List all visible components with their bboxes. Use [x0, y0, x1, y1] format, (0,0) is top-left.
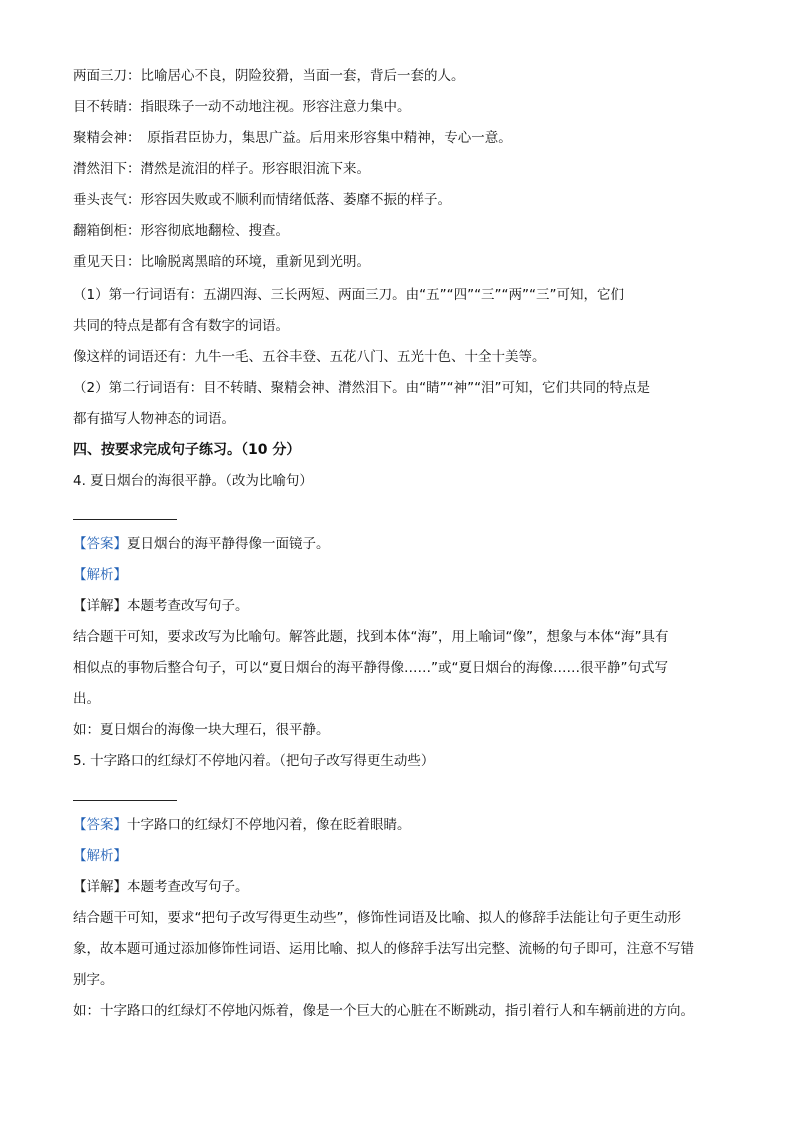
detail-tag: 【详解】: [73, 879, 127, 895]
answer-blank-5: [73, 800, 177, 801]
idiom-definition: 潸然泪下：潸然是流泪的样子。形容眼泪流下来。: [73, 161, 370, 177]
answer-tag: 【答案】: [73, 536, 127, 552]
section-heading: 四、按要求完成句子练习。（10 分）: [73, 442, 301, 458]
analysis-2-line-1: （2）第二行词语有：目不转睛、聚精会神、潸然泪下。由“睛”“神”“泪”可知，它们共同的特点是: [73, 380, 651, 396]
analysis-1-examples: 像这样的词语还有：九牛一毛、五谷丰登、五花八门、五光十色、十全十美等。: [73, 349, 546, 365]
analysis-tag-4: [73, 565, 127, 585]
answer-text: 十字路口的红绿灯不停地闪着，像在眨着眼睛。: [127, 817, 411, 833]
idiom-definition: 重见天日：比喻脱离黑暗的环境，重新见到光明。: [73, 254, 370, 270]
answer-tag: 【答案】: [73, 817, 127, 833]
analysis-2-line-2: 都有描写人物神态的词语。: [73, 411, 235, 427]
answer-blank-4: [73, 519, 177, 520]
answer-text: 夏日烟台的海平静得像一面镜子。: [127, 536, 330, 552]
idiom-definition: 翻箱倒柜：形容彻底地翻检、搜查。: [73, 223, 289, 239]
idiom-definition: 聚精会神： 原指君臣协力，集思广益。后用来形容集中精神，专心一意。: [73, 130, 512, 146]
analysis-tag: 【解析】: [73, 567, 127, 583]
detail-text: 本题考查改写句子。: [127, 598, 249, 614]
analysis-tag-5: [73, 846, 127, 866]
explanation-5-line-2: 象，故本题可通过添加修饰性词语、运用比喻、拟人的修辞手法写出完整、流畅的句子即可，注意不写错: [73, 941, 694, 957]
analysis-1-line-1: （1）第一行词语有：五湖四海、三长两短、两面三刀。由“五”“四”“三”“两”“三”可知，它们: [73, 287, 625, 303]
analysis-1-line-2: 共同的特点是都有含有数字的词语。: [73, 318, 289, 334]
idiom-definition: 垂头丧气：形容因失败或不顺利而情绪低落、萎靡不振的样子。: [73, 192, 451, 208]
question-5: 5. 十字路口的红绿灯不停地闪着。（把句子改写得更生动些）: [73, 753, 435, 769]
detail-5: [73, 877, 249, 897]
detail-text: 本题考查改写句子。: [127, 879, 249, 895]
detail-tag: 【详解】: [73, 598, 127, 614]
question-4: 4. 夏日烟台的海很平静。（改为比喻句）: [73, 473, 313, 489]
idiom-definition: 两面三刀：比喻居心不良，阴险狡猾，当面一套，背后一套的人。: [73, 68, 465, 84]
explanation-4-line-1: 结合题干可知，要求改写为比喻句。解答此题，找到本体“海”，用上喻词“像”，想象与本体“海”具有: [73, 629, 669, 645]
answer-4: [73, 534, 330, 554]
answer-5: [73, 815, 411, 835]
explanation-5-line-3: 别字。: [73, 972, 114, 988]
explanation-5-line-1: 结合题干可知，要求“把句子改写得更生动些”，修饰性词语及比喻、拟人的修辞手法能让句子更生动形: [73, 910, 681, 926]
example-5: 如：十字路口的红绿灯不停地闪烁着，像是一个巨大的心脏在不断跳动，指引着行人和车辆前进的方向。: [73, 1003, 694, 1019]
explanation-4-line-2: 相似点的事物后整合句子，可以“夏日烟台的海平静得像……”或“夏日烟台的海像……很平静”句式写: [73, 660, 668, 676]
example-4: 如：夏日烟台的海像一块大理石，很平静。: [73, 722, 330, 738]
detail-4: [73, 596, 249, 616]
idiom-definition: 目不转睛：指眼珠子一动不动地注视。形容注意力集中。: [73, 99, 411, 115]
explanation-4-line-3: 出。: [73, 691, 100, 707]
analysis-tag: 【解析】: [73, 848, 127, 864]
